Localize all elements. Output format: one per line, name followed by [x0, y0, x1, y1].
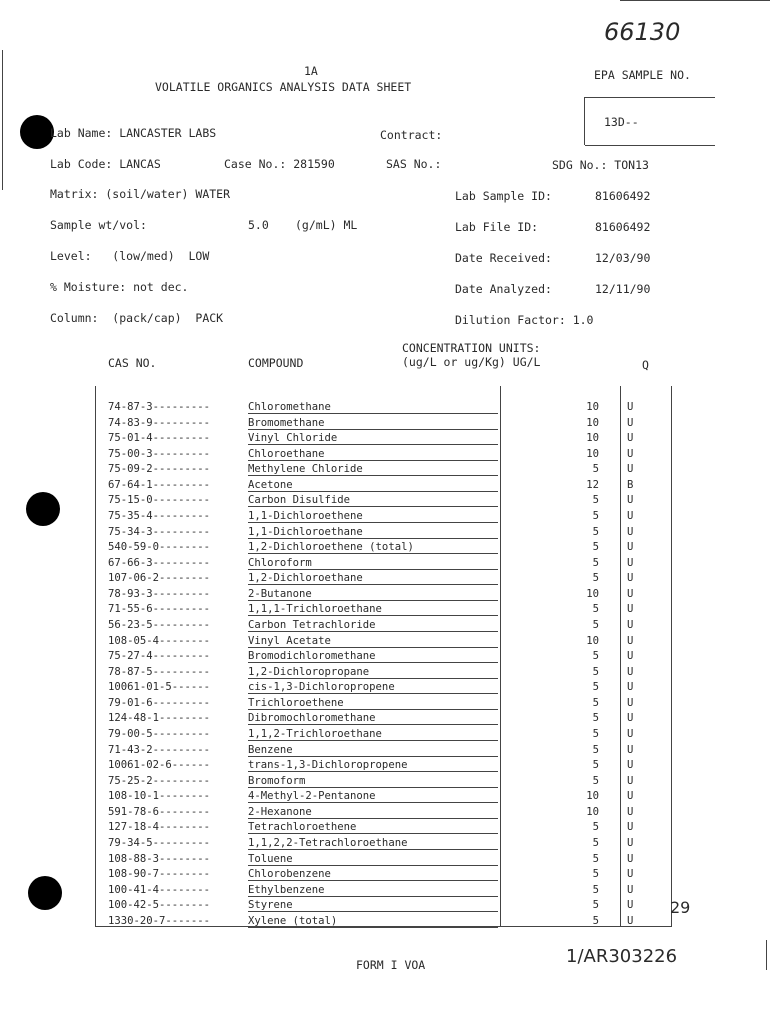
- cas-number: 540-59-0--------: [108, 541, 211, 554]
- qualifier: U: [627, 634, 634, 647]
- epa-box-bottom: [585, 145, 715, 146]
- qualifier: U: [627, 883, 634, 896]
- concentration-value: 5: [592, 883, 599, 896]
- concentration-value: 5: [592, 743, 599, 756]
- qualifier: U: [627, 509, 634, 522]
- concentration-value: 5: [592, 509, 599, 522]
- cas-number: 75-09-2---------: [108, 463, 211, 476]
- compound-name: Methylene Chloride: [248, 463, 498, 476]
- punch-hole: [28, 876, 62, 910]
- lab-sample-id-value: 81606492: [595, 189, 651, 203]
- concentration-value: 5: [592, 821, 599, 834]
- cas-number: 100-42-5--------: [108, 899, 211, 912]
- cas-number: 71-55-6---------: [108, 603, 211, 616]
- table-divider: [500, 386, 501, 926]
- case-no: Case No.: 281590: [224, 157, 335, 171]
- cas-number: 108-05-4--------: [108, 634, 211, 647]
- concentration-value: 5: [592, 572, 599, 585]
- compound-name: 4-Methyl-2-Pentanone: [248, 790, 498, 803]
- qualifier: U: [627, 556, 634, 569]
- cas-number: 67-64-1---------: [108, 478, 211, 491]
- concentration-value: 5: [592, 852, 599, 865]
- compound-name: trans-1,3-Dichloropropene: [248, 759, 498, 772]
- concentration-value: 5: [592, 525, 599, 538]
- handwritten-number: 66130: [604, 18, 681, 46]
- col-header-q: Q: [642, 358, 649, 372]
- qualifier: U: [627, 618, 634, 631]
- compound-name: Xylene (total): [248, 915, 498, 928]
- qualifier: U: [627, 899, 634, 912]
- col-header-compound: COMPOUND: [248, 356, 304, 370]
- qualifier: U: [627, 650, 634, 663]
- cas-number: 108-90-7--------: [108, 868, 211, 881]
- col-header-conc-2: (ug/L or ug/Kg) UG/L: [402, 355, 541, 369]
- compound-name: Vinyl Chloride: [248, 432, 498, 445]
- compound-name: 1,1-Dichloroethene: [248, 510, 498, 523]
- qualifier: U: [627, 572, 634, 585]
- compound-name: Bromomethane: [248, 417, 498, 430]
- qualifier: U: [627, 868, 634, 881]
- compound-name: Chlorobenzene: [248, 868, 498, 881]
- page-id: 1/AR303226: [566, 946, 678, 967]
- col-header-conc-1: CONCENTRATION UNITS:: [402, 341, 541, 355]
- concentration-value: 10: [586, 401, 599, 413]
- concentration-value: 5: [592, 836, 599, 849]
- cas-number: 78-93-3---------: [108, 587, 211, 600]
- compound-name: 1,1,2-Trichloroethane: [248, 728, 498, 741]
- compound-name: 1,1,1-Trichloroethane: [248, 603, 498, 616]
- cas-number: 10061-01-5------: [108, 681, 211, 694]
- punch-hole: [26, 492, 60, 526]
- page-edge-line: [2, 50, 3, 190]
- concentration-value: 5: [592, 712, 599, 725]
- compound-name: Bromodichloromethane: [248, 650, 498, 663]
- sample-wt-label: Sample wt/vol:: [50, 218, 147, 232]
- sdg-no: SDG No.: TON13: [552, 158, 649, 172]
- compound-name: Toluene: [248, 853, 498, 866]
- qualifier: U: [627, 432, 634, 445]
- col-header-cas: CAS NO.: [108, 356, 157, 370]
- compound-name: 1,2-Dichloroethene (total): [248, 541, 498, 554]
- lab-code: Lab Code: LANCAS: [50, 157, 161, 171]
- date-analyzed-value: 12/11/90: [595, 282, 651, 296]
- qualifier: U: [627, 525, 634, 538]
- cas-number: 124-48-1--------: [108, 712, 211, 725]
- concentration-value: 5: [592, 696, 599, 709]
- cas-number: 79-01-6---------: [108, 696, 211, 709]
- compound-name: Vinyl Acetate: [248, 635, 498, 648]
- qualifier: U: [627, 727, 634, 740]
- qualifier: U: [627, 401, 634, 413]
- concentration-value: 5: [592, 681, 599, 694]
- concentration-value: 10: [586, 587, 599, 600]
- concentration-value: 5: [592, 727, 599, 740]
- qualifier: U: [627, 587, 634, 600]
- cas-number: 75-15-0---------: [108, 494, 211, 507]
- compound-name: 1,2-Dichloroethane: [248, 572, 498, 585]
- cas-number: 108-10-1--------: [108, 790, 211, 803]
- cas-number: 79-00-5---------: [108, 727, 211, 740]
- contract-label: Contract:: [380, 128, 443, 142]
- compound-name: 2-Butanone: [248, 588, 498, 601]
- cas-number: 107-06-2--------: [108, 572, 211, 585]
- sas-no: SAS No.:: [386, 157, 442, 171]
- concentration-value: 12: [586, 478, 599, 491]
- qualifier: U: [627, 743, 634, 756]
- level: Level: (low/med) LOW: [50, 249, 210, 263]
- compound-name: Acetone: [248, 479, 498, 492]
- cas-number: 108-88-3--------: [108, 852, 211, 865]
- concentration-value: 5: [592, 759, 599, 772]
- concentration-value: 5: [592, 463, 599, 476]
- concentration-value: 10: [586, 634, 599, 647]
- concentration-value: 5: [592, 665, 599, 678]
- qualifier: U: [627, 790, 634, 803]
- compound-name: 1,1,2,2-Tetrachloroethane: [248, 837, 498, 850]
- qualifier: U: [627, 774, 634, 787]
- table-divider: [95, 386, 96, 926]
- qualifier: U: [627, 463, 634, 476]
- table-divider: [620, 386, 621, 926]
- cas-number: 75-25-2---------: [108, 774, 211, 787]
- concentration-value: 10: [586, 790, 599, 803]
- column: Column: (pack/cap) PACK: [50, 311, 224, 325]
- concentration-value: 5: [592, 494, 599, 507]
- epa-sample-label: EPA SAMPLE NO.: [594, 68, 691, 82]
- qualifier: U: [627, 821, 634, 834]
- date-analyzed-label: Date Analyzed:: [455, 282, 552, 296]
- concentration-value: 5: [592, 868, 599, 881]
- cas-number: 79-34-5---------: [108, 836, 211, 849]
- cas-number: 100-41-4--------: [108, 883, 211, 896]
- qualifier: U: [627, 541, 634, 554]
- qualifier: U: [627, 494, 634, 507]
- form-number: 1A: [304, 64, 318, 78]
- concentration-value: 5: [592, 618, 599, 631]
- compound-name: Carbon Tetrachloride: [248, 619, 498, 632]
- lab-sample-id-label: Lab Sample ID:: [455, 189, 552, 203]
- concentration-value: 5: [592, 541, 599, 554]
- concentration-value: 10: [586, 805, 599, 818]
- concentration-value: 10: [586, 416, 599, 429]
- qualifier: U: [627, 603, 634, 616]
- lab-name: Lab Name: LANCASTER LABS: [50, 126, 217, 140]
- moisture: % Moisture: not dec.: [50, 280, 189, 294]
- compound-name: Ethylbenzene: [248, 884, 498, 897]
- concentration-value: 5: [592, 556, 599, 569]
- cas-number: 74-87-3---------: [108, 401, 211, 413]
- compound-name: cis-1,3-Dichloropropene: [248, 681, 498, 694]
- dilution-factor: Dilution Factor: 1.0: [455, 313, 594, 327]
- form-title: VOLATILE ORGANICS ANALYSIS DATA SHEET: [155, 80, 412, 94]
- qualifier: U: [627, 759, 634, 772]
- qualifier: U: [627, 852, 634, 865]
- sample-wt-unit: (g/mL) ML: [295, 218, 358, 232]
- lab-file-id-label: Lab File ID:: [455, 220, 539, 234]
- page-edge-line: [766, 940, 767, 970]
- qualifier: U: [627, 447, 634, 460]
- cas-number: 1330-20-7-------: [108, 914, 211, 927]
- qualifier: U: [627, 665, 634, 678]
- punch-hole: [20, 115, 54, 149]
- compound-name: Tetrachloroethene: [248, 821, 498, 834]
- epa-sample-value: 13D--: [604, 115, 639, 129]
- cas-number: 56-23-5---------: [108, 618, 211, 631]
- cas-number: 75-35-4---------: [108, 509, 211, 522]
- cas-number: 75-27-4---------: [108, 650, 211, 663]
- cas-number: 78-87-5---------: [108, 665, 211, 678]
- date-received-value: 12/03/90: [595, 251, 651, 265]
- qualifier: B: [627, 478, 634, 491]
- concentration-value: 5: [592, 774, 599, 787]
- epa-box-left: [584, 97, 585, 145]
- compound-name: Benzene: [248, 744, 498, 757]
- lab-file-id-value: 81606492: [595, 220, 651, 234]
- compound-name: Chloroethane: [248, 448, 498, 461]
- qualifier: U: [627, 712, 634, 725]
- compound-name: Styrene: [248, 899, 498, 912]
- cas-number: 74-83-9---------: [108, 416, 211, 429]
- form-label: FORM I VOA: [356, 958, 426, 972]
- compound-name: 1,2-Dichloropropane: [248, 666, 498, 679]
- qualifier: U: [627, 416, 634, 429]
- qualifier: U: [627, 696, 634, 709]
- compound-name: Bromoform: [248, 775, 498, 788]
- cas-number: 75-34-3---------: [108, 525, 211, 538]
- concentration-value: 5: [592, 650, 599, 663]
- compound-name: 2-Hexanone: [248, 806, 498, 819]
- compound-name: Trichloroethene: [248, 697, 498, 710]
- compound-name: Carbon Disulfide: [248, 494, 498, 507]
- page-edge-line: [620, 0, 770, 1]
- qualifier: U: [627, 836, 634, 849]
- qualifier: U: [627, 914, 634, 927]
- concentration-value: 5: [592, 603, 599, 616]
- concentration-value: 10: [586, 447, 599, 460]
- handwritten-mark: 29: [670, 898, 691, 917]
- concentration-value: 5: [592, 914, 599, 927]
- qualifier: U: [627, 805, 634, 818]
- cas-number: 71-43-2---------: [108, 743, 211, 756]
- cas-number: 127-18-4--------: [108, 821, 211, 834]
- cas-number: 75-01-4---------: [108, 432, 211, 445]
- matrix: Matrix: (soil/water) WATER: [50, 187, 231, 201]
- cas-number: 591-78-6--------: [108, 805, 211, 818]
- concentration-value: 5: [592, 899, 599, 912]
- sample-wt-value: 5.0: [248, 218, 269, 232]
- table-divider: [671, 386, 672, 926]
- date-received-label: Date Received:: [455, 251, 552, 265]
- qualifier: U: [627, 681, 634, 694]
- cas-number: 10061-02-6------: [108, 759, 211, 772]
- compound-name: Chloroform: [248, 557, 498, 570]
- epa-box-top: [585, 97, 715, 98]
- cas-number: 75-00-3---------: [108, 447, 211, 460]
- cas-number: 67-66-3---------: [108, 556, 211, 569]
- compound-name: Dibromochloromethane: [248, 712, 498, 725]
- compound-name: Chloromethane: [248, 401, 498, 414]
- concentration-value: 10: [586, 432, 599, 445]
- compound-name: 1,1-Dichloroethane: [248, 526, 498, 539]
